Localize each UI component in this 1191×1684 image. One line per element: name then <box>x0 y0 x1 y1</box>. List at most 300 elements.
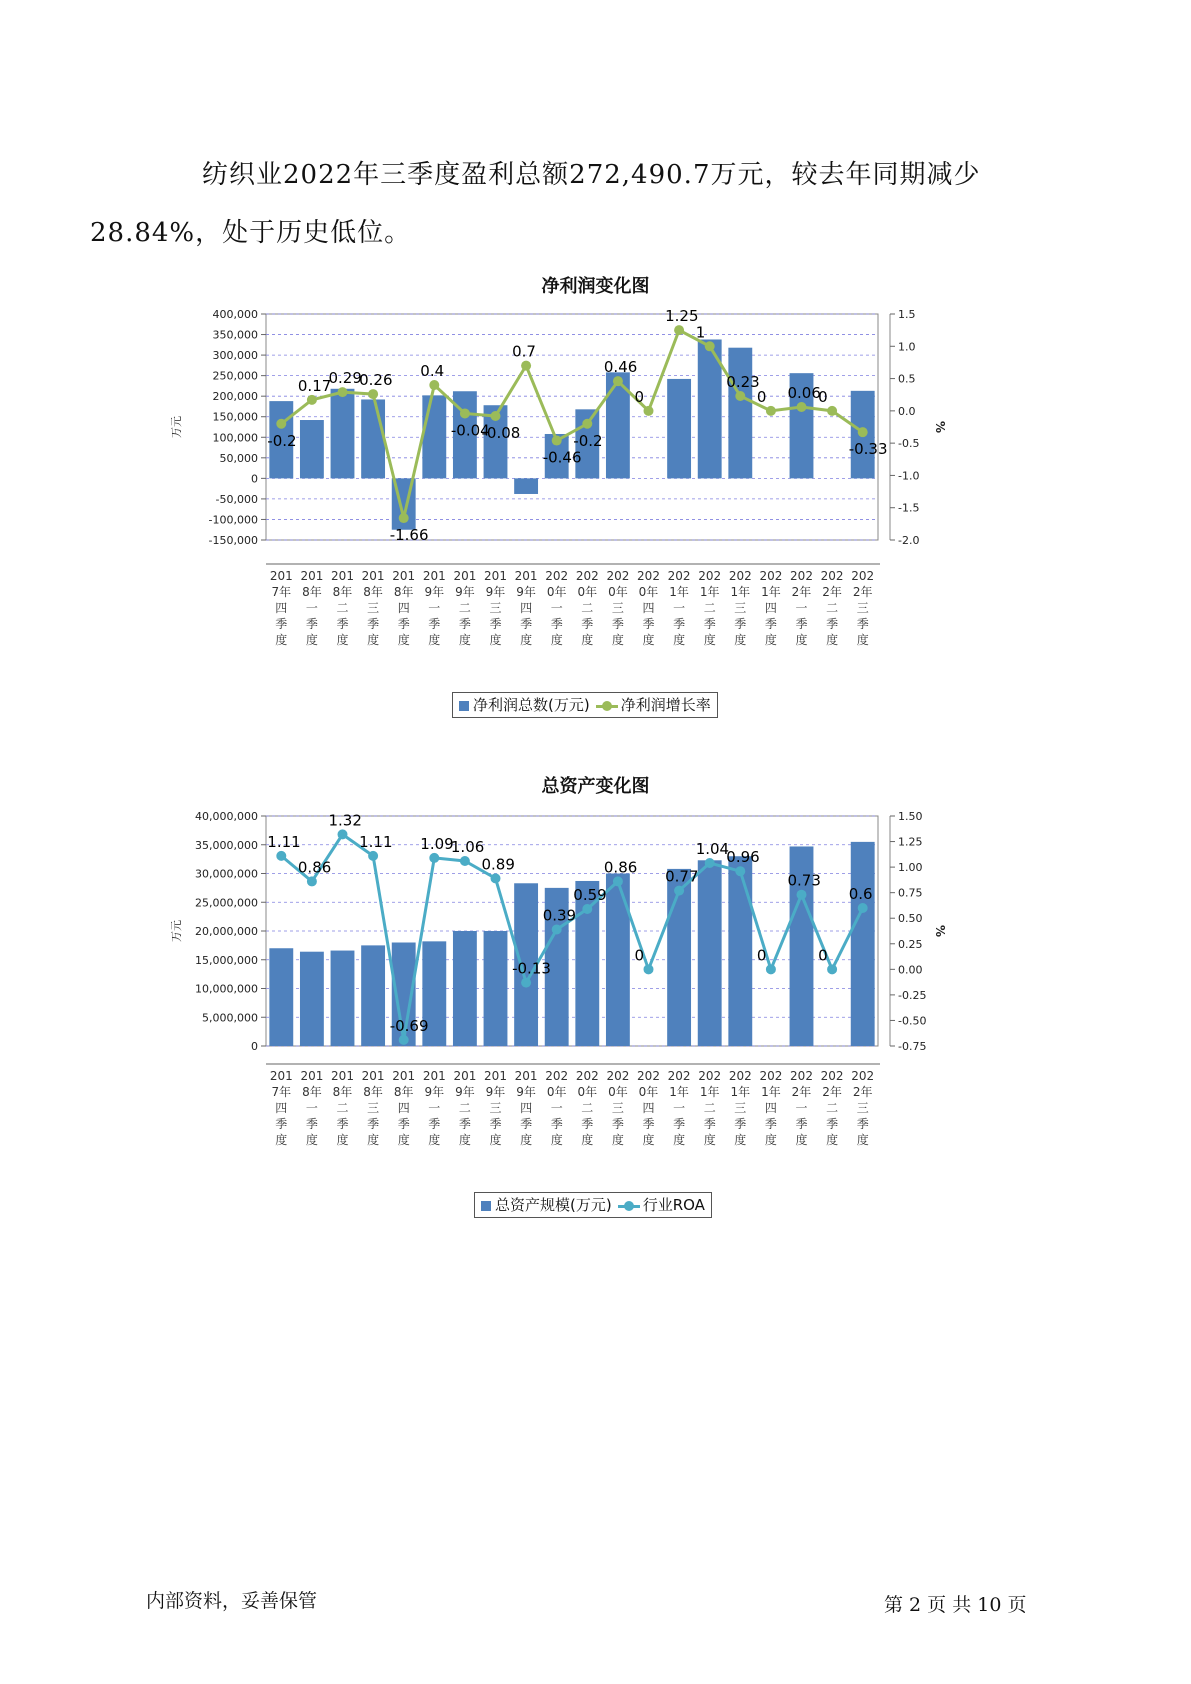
x-tick-label: 201 <box>422 569 446 583</box>
x-tick-label: 202 <box>790 1069 813 1083</box>
x-tick-label: 202 <box>851 569 875 583</box>
x-tick-label: 三 <box>856 1101 869 1115</box>
y-tick-label: 40,000,000 <box>195 810 258 823</box>
x-tick-label: 度 <box>795 633 808 647</box>
x-tick-label: 度 <box>458 633 471 647</box>
bar <box>728 856 752 1046</box>
data-label: 1.11 <box>267 832 301 851</box>
data-label: 0.86 <box>297 858 332 877</box>
x-tick-label: 四 <box>275 601 288 615</box>
x-tick-label: 0年 <box>638 585 659 599</box>
data-label: 0 <box>818 387 828 406</box>
x-tick-label: 季 <box>550 617 563 631</box>
profit-chart-title: 净利润变化图 <box>541 276 650 297</box>
bar <box>848 842 875 1046</box>
x-tick-label: 一 <box>550 601 563 615</box>
bar <box>269 948 293 1046</box>
x-tick-label: 季 <box>673 1117 686 1131</box>
x-tick-label: 201 <box>331 1069 354 1083</box>
x-tick-label: 度 <box>703 1133 716 1147</box>
x-tick-label: 季 <box>458 617 471 631</box>
x-tick-label: 二 <box>703 1101 716 1115</box>
x-tick-label: 季 <box>764 617 777 631</box>
x-tick-label: 度 <box>397 633 410 647</box>
x-tick-label: 季 <box>673 617 686 631</box>
x-tick-label: 201 <box>453 569 477 583</box>
x-tick-label: 201 <box>422 1069 446 1083</box>
y-tick-label: 25,000,000 <box>195 896 258 910</box>
line-point <box>307 395 317 405</box>
x-tick-label: 9年 <box>485 585 506 599</box>
x-tick-label: 季 <box>305 617 318 631</box>
x-tick-label: 季 <box>336 617 349 631</box>
profit-chart-legend <box>452 692 718 718</box>
x-tick-label: 季 <box>795 617 808 631</box>
y-tick-label: -150,000 <box>208 534 258 547</box>
data-label: -0.08 <box>481 424 521 443</box>
x-tick-label: 2年 <box>791 1085 812 1099</box>
line-point <box>858 427 868 437</box>
x-tick-label: 二 <box>336 1101 349 1115</box>
x-tick-label: 季 <box>581 617 594 631</box>
bar <box>514 478 538 494</box>
y-tick-label: 150,000 <box>212 410 258 424</box>
x-tick-label: 度 <box>275 633 288 647</box>
line-point <box>338 387 348 397</box>
line-point <box>460 408 470 418</box>
line-point <box>644 406 654 416</box>
x-tick-label: 度 <box>367 633 380 647</box>
x-tick-label: 202 <box>637 1069 660 1083</box>
x-tick-label: 度 <box>581 633 594 647</box>
x-tick-label: 三 <box>489 1101 502 1115</box>
data-label: 0.17 <box>297 376 332 395</box>
bar <box>331 951 355 1046</box>
data-label: 0.26 <box>359 371 393 390</box>
x-tick-label: 201 <box>514 1069 538 1083</box>
y-tick-label: 5,000,000 <box>202 1011 258 1025</box>
line-point <box>644 964 654 974</box>
x-tick-label: 度 <box>550 633 563 647</box>
y-tick-label: 0 <box>251 1040 258 1053</box>
x-tick-label: 季 <box>764 1117 777 1131</box>
x-tick-label: 1年 <box>669 585 689 599</box>
x-tick-label: 季 <box>336 1117 349 1131</box>
line-point <box>307 876 317 886</box>
x-tick-label: 8年 <box>363 585 383 599</box>
x-tick-label: 季 <box>520 617 533 631</box>
x-tick-label: 202 <box>759 569 783 583</box>
y-tick-label: 0 <box>251 472 258 486</box>
x-tick-label: 202 <box>637 569 660 583</box>
data-label: 0.86 <box>603 858 638 877</box>
x-tick-label: 202 <box>698 1069 722 1083</box>
x-tick-label: 202 <box>759 1069 783 1083</box>
x-tick-label: 度 <box>305 1133 318 1147</box>
x-tick-label: 四 <box>642 1101 655 1115</box>
line-point <box>613 376 623 386</box>
x-tick-label: 季 <box>703 1117 716 1131</box>
y-tick-label: 100,000 <box>212 431 258 445</box>
x-tick-label: 9年 <box>455 1085 475 1099</box>
x-tick-label: 7年 <box>271 1085 292 1099</box>
data-label: 0.6 <box>848 885 873 903</box>
x-tick-label: 2年 <box>852 585 873 599</box>
line-point <box>399 1035 409 1045</box>
line-point <box>613 876 623 886</box>
y2-tick-label: 0.50 <box>898 912 923 926</box>
x-tick-label: 201 <box>361 569 385 583</box>
x-tick-label: 201 <box>361 1069 385 1083</box>
y2-tick-label: -1.5 <box>898 501 920 515</box>
x-tick-label: 三 <box>611 1101 624 1115</box>
line-point <box>491 873 501 883</box>
x-tick-label: 度 <box>428 1133 441 1147</box>
y2-tick-label: -0.50 <box>898 1014 927 1028</box>
x-tick-label: 8年 <box>302 1085 322 1099</box>
y2-tick-label: 1.25 <box>898 835 923 849</box>
intro-line-1: 纺织业2022年三季度盈利总额272,490.7万元，较去年同期减少 <box>202 160 981 190</box>
data-label: 0.06 <box>787 383 821 402</box>
x-tick-label: 季 <box>367 617 380 631</box>
x-tick-label: 8年 <box>393 1085 414 1099</box>
x-tick-label: 度 <box>336 633 349 647</box>
x-tick-label: 8年 <box>332 585 353 599</box>
line-point <box>338 829 348 839</box>
line-point <box>797 402 807 412</box>
x-tick-label: 四 <box>520 601 533 615</box>
x-tick-label: 季 <box>275 617 288 631</box>
line-point <box>368 851 378 861</box>
y2-tick-label: -1.0 <box>898 469 920 483</box>
x-tick-label: 201 <box>392 1069 416 1083</box>
y-tick-label: 15,000,000 <box>195 953 258 967</box>
x-tick-label: 季 <box>458 1117 471 1131</box>
x-tick-label: 度 <box>703 633 716 647</box>
x-tick-label: 0年 <box>608 1085 628 1099</box>
x-tick-label: 201 <box>484 569 507 583</box>
x-tick-label: 度 <box>795 1133 808 1147</box>
x-tick-label: 度 <box>520 1133 533 1147</box>
line-point <box>460 856 470 866</box>
y-tick-label: 200,000 <box>212 390 258 404</box>
x-tick-label: 季 <box>703 617 716 631</box>
x-tick-label: 季 <box>489 1117 502 1131</box>
x-tick-label: 201 <box>300 569 324 583</box>
line-point <box>276 851 286 861</box>
x-tick-label: 0年 <box>546 1085 567 1099</box>
x-tick-label: 度 <box>764 1133 777 1147</box>
x-tick-label: 202 <box>575 1069 599 1083</box>
x-tick-label: 一 <box>428 1101 441 1115</box>
x-tick-label: 度 <box>673 1133 686 1147</box>
x-tick-label: 202 <box>820 569 844 583</box>
x-tick-label: 度 <box>305 633 318 647</box>
intro-line-2: 28.84%，处于历史低位。 <box>90 218 412 248</box>
x-tick-label: 202 <box>667 569 691 583</box>
x-tick-label: 8年 <box>363 1085 383 1099</box>
page-number: 第 2 页 共 10 页 <box>884 1594 1027 1616</box>
data-label: 0.77 <box>665 867 699 886</box>
y-tick-label: 250,000 <box>212 369 258 383</box>
x-tick-label: 1年 <box>669 1085 689 1099</box>
x-tick-label: 9年 <box>424 585 445 599</box>
data-label: 1.25 <box>665 307 699 326</box>
legend-bar-swatch <box>459 701 469 711</box>
x-tick-label: 二 <box>826 601 839 615</box>
y-tick-label: 20,000,000 <box>195 925 258 938</box>
line-point <box>368 389 378 399</box>
line-point <box>858 903 868 913</box>
line-point <box>797 890 807 900</box>
x-tick-label: 202 <box>545 569 569 583</box>
x-tick-label: 度 <box>489 1133 502 1147</box>
bar <box>361 945 385 1046</box>
x-tick-label: 9年 <box>516 1085 536 1099</box>
y-axis-title: 万元 <box>170 920 183 942</box>
data-label: 0.39 <box>542 906 577 925</box>
line-point <box>552 924 562 934</box>
x-tick-label: 季 <box>489 617 502 631</box>
legend-line-swatch <box>596 701 618 711</box>
bar <box>331 389 355 479</box>
legend-line-label: 行业ROA <box>642 1196 705 1214</box>
x-tick-label: 二 <box>826 1101 839 1115</box>
bar <box>361 399 385 478</box>
line-point <box>674 886 684 896</box>
x-tick-label: 度 <box>367 1133 380 1147</box>
x-tick-label: 202 <box>728 569 752 583</box>
x-tick-label: 季 <box>428 1117 441 1131</box>
x-tick-label: 8年 <box>302 585 322 599</box>
x-tick-label: 201 <box>269 1069 293 1083</box>
x-tick-label: 度 <box>826 1133 839 1147</box>
data-label: -0.13 <box>512 959 551 978</box>
x-tick-label: 度 <box>826 633 839 647</box>
x-tick-label: 202 <box>606 1069 630 1083</box>
x-tick-label: 度 <box>856 1133 869 1147</box>
x-tick-label: 二 <box>581 1101 594 1115</box>
x-tick-label: 季 <box>428 617 441 631</box>
assets-chart-title: 总资产变化图 <box>541 776 650 797</box>
x-tick-label: 三 <box>734 1101 747 1115</box>
data-label: 0 <box>634 946 645 965</box>
x-tick-label: 三 <box>611 601 624 615</box>
x-tick-label: 1年 <box>730 1085 751 1099</box>
x-tick-label: 202 <box>851 1069 875 1083</box>
bar <box>606 874 630 1047</box>
x-tick-label: 202 <box>545 1069 569 1083</box>
x-tick-label: 2年 <box>822 585 842 599</box>
x-tick-label: 季 <box>611 617 624 631</box>
x-tick-label: 9年 <box>516 585 536 599</box>
bar <box>300 420 324 478</box>
x-tick-label: 二 <box>458 601 471 615</box>
x-tick-label: 202 <box>698 569 722 583</box>
x-tick-label: 季 <box>305 1117 318 1131</box>
x-tick-label: 202 <box>820 1069 844 1083</box>
y2-tick-label: -0.75 <box>898 1040 927 1053</box>
x-tick-label: 1年 <box>761 1085 781 1099</box>
y2-tick-label: 0.00 <box>898 963 923 977</box>
data-label: 0.73 <box>787 871 821 890</box>
x-tick-label: 1年 <box>699 585 720 599</box>
x-tick-label: 度 <box>550 1133 563 1147</box>
y2-tick-label: 1.5 <box>898 308 916 321</box>
y2-tick-label: -0.25 <box>898 988 927 1002</box>
x-tick-label: 三 <box>367 1101 380 1115</box>
y-tick-label: 400,000 <box>212 308 258 321</box>
line-point <box>735 391 745 401</box>
x-tick-label: 度 <box>581 1133 594 1147</box>
x-tick-label: 度 <box>489 633 502 647</box>
line-point <box>674 325 684 335</box>
x-tick-label: 季 <box>856 1117 869 1131</box>
data-label: 0.89 <box>481 855 515 874</box>
x-tick-label: 三 <box>734 601 747 615</box>
x-tick-label: 二 <box>458 1101 471 1115</box>
x-tick-label: 季 <box>367 1117 380 1131</box>
data-label: -1.66 <box>389 526 429 545</box>
x-tick-label: 8年 <box>332 1085 353 1099</box>
x-tick-label: 2年 <box>852 1085 873 1099</box>
x-tick-label: 0年 <box>546 585 567 599</box>
y-tick-label: 50,000 <box>219 451 258 465</box>
x-tick-label: 季 <box>856 617 869 631</box>
x-tick-label: 季 <box>826 1117 839 1131</box>
line-point <box>735 866 745 876</box>
data-label: 0 <box>818 946 828 965</box>
x-tick-label: 季 <box>550 1117 563 1131</box>
x-tick-label: 季 <box>397 617 410 631</box>
plot-area <box>266 314 878 540</box>
legend-bar-swatch <box>481 1201 491 1211</box>
x-tick-label: 季 <box>734 617 747 631</box>
data-label: 1.32 <box>328 811 362 830</box>
line-point <box>766 406 776 416</box>
legend-line-swatch <box>618 1201 640 1211</box>
x-tick-label: 度 <box>734 1133 747 1147</box>
x-tick-label: 202 <box>790 569 813 583</box>
data-label: 1.09 <box>420 834 454 853</box>
data-label: 0.4 <box>420 362 445 381</box>
y-axis-title: 万元 <box>170 416 183 438</box>
x-tick-label: 201 <box>514 569 538 583</box>
y2-tick-label: 0.0 <box>898 404 916 418</box>
x-tick-label: 度 <box>611 633 624 647</box>
data-label: -0.46 <box>542 448 582 467</box>
data-label: 0.29 <box>328 369 362 388</box>
y2-tick-label: -2.0 <box>898 534 920 547</box>
line-point <box>429 853 439 863</box>
data-label: -0.2 <box>267 431 297 450</box>
x-tick-label: 度 <box>611 1133 624 1147</box>
x-tick-label: 度 <box>336 1133 349 1147</box>
x-tick-label: 一 <box>305 601 318 615</box>
x-tick-label: 一 <box>795 601 808 615</box>
x-tick-label: 1年 <box>730 585 751 599</box>
footer-note: 内部资料，妥善保管 <box>146 1590 318 1612</box>
line-point <box>766 964 776 974</box>
x-tick-label: 季 <box>642 617 655 631</box>
y2-tick-label: -0.5 <box>898 437 920 451</box>
x-tick-label: 季 <box>275 1117 288 1131</box>
data-label: -0.04 <box>450 421 490 440</box>
bar <box>453 931 477 1046</box>
x-tick-label: 季 <box>520 1117 533 1131</box>
x-tick-label: 季 <box>642 1117 655 1131</box>
y2-tick-label: 0.5 <box>898 372 916 386</box>
data-label: 0.59 <box>573 886 607 905</box>
y-tick-label: 10,000,000 <box>195 982 258 996</box>
x-tick-label: 季 <box>734 1117 747 1131</box>
data-label: 0.23 <box>726 373 760 392</box>
assets-chart <box>170 802 1020 1192</box>
x-tick-label: 201 <box>269 569 293 583</box>
line-point <box>521 361 531 371</box>
bar <box>698 860 722 1046</box>
x-tick-label: 一 <box>673 1101 686 1115</box>
data-label: -0.2 <box>573 431 603 450</box>
x-tick-label: 0年 <box>577 1085 598 1099</box>
x-tick-label: 季 <box>795 1117 808 1131</box>
bar <box>667 379 691 478</box>
bar <box>422 395 446 478</box>
y-tick-label: 350,000 <box>212 328 258 342</box>
line-point <box>827 406 837 416</box>
line-point <box>827 964 837 974</box>
y2-tick-label: 1.00 <box>898 861 923 875</box>
data-label: -0.33 <box>848 440 888 459</box>
x-tick-label: 三 <box>367 601 380 615</box>
x-tick-label: 202 <box>667 1069 691 1083</box>
line-point <box>705 341 715 351</box>
y-tick-label: -50,000 <box>215 492 258 506</box>
x-tick-label: 季 <box>397 1117 410 1131</box>
x-tick-label: 201 <box>331 569 354 583</box>
data-label: 0 <box>756 946 767 965</box>
data-label: 0.46 <box>603 358 638 377</box>
y2-axis-title: % <box>933 924 947 938</box>
x-tick-label: 度 <box>673 633 686 647</box>
y-tick-label: 30,000,000 <box>195 867 258 881</box>
x-tick-label: 四 <box>275 1101 288 1115</box>
x-tick-label: 9年 <box>455 585 475 599</box>
line-point <box>429 380 439 390</box>
x-tick-label: 一 <box>673 601 686 615</box>
x-tick-label: 四 <box>397 601 410 615</box>
x-tick-label: 7年 <box>271 585 292 599</box>
data-label: 1.06 <box>450 837 485 856</box>
x-tick-label: 度 <box>642 633 655 647</box>
line-point <box>521 978 531 988</box>
data-label: 1.11 <box>359 832 393 851</box>
x-tick-label: 度 <box>458 1133 471 1147</box>
x-tick-label: 9年 <box>424 1085 445 1099</box>
x-tick-label: 度 <box>856 633 869 647</box>
y2-tick-label: 0.25 <box>898 937 923 951</box>
x-tick-label: 二 <box>703 601 716 615</box>
y-tick-label: 35,000,000 <box>195 838 258 852</box>
x-tick-label: 202 <box>728 1069 752 1083</box>
assets-chart-legend <box>474 1192 712 1218</box>
x-tick-label: 202 <box>575 569 599 583</box>
x-tick-label: 201 <box>392 569 416 583</box>
x-tick-label: 四 <box>764 1101 777 1115</box>
x-tick-label: 201 <box>453 1069 477 1083</box>
x-tick-label: 四 <box>397 1101 410 1115</box>
x-tick-label: 0年 <box>638 1085 659 1099</box>
